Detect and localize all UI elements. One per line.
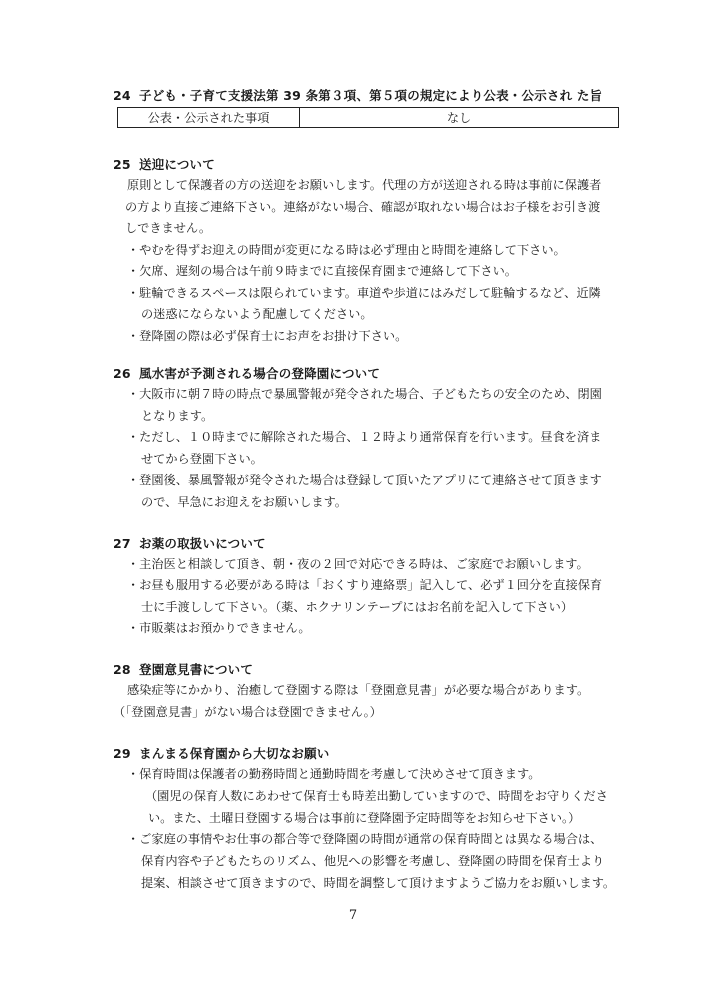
list-item: ・欠席、遅刻の場合は午前９時までに直接保育園まで連絡して下さい。 (127, 264, 517, 278)
list-item-note: い。また、土曜日登園する場合は事前に登降園予定時間等をお知らせ下さい。） (148, 811, 581, 825)
list-item: ・ただし、１０時までに解除された場合、１２時より通常保育を行います。昼食を済ま (127, 430, 602, 444)
section-number: 26 (113, 366, 131, 381)
list-item-continuation: 保育内容や子どもたちのリズム、他児への影響を考慮し、登降園の時間を保育士より (141, 854, 605, 868)
section-number: 27 (113, 536, 131, 551)
list-item-continuation: せてから登園下さい。 (141, 452, 263, 466)
table-cell-label: 公表・公示された事項 (118, 108, 300, 128)
list-item: ・お昼も服用する必要がある時は「おくすり連絡票」記入して、必ず１回分を直接保育 (127, 578, 603, 592)
section-number: 28 (113, 662, 131, 677)
section-title: まんまる保育園から大切なお願い (139, 746, 330, 761)
section-title: お薬の取扱いについて (139, 536, 266, 551)
section-title: 登園意見書について (139, 662, 254, 677)
paragraph-line: 原則として保護者の方の送迎をお願いします。代理の方が送迎される時は事前に保護者 (127, 178, 602, 192)
section-26-heading (113, 364, 380, 382)
paragraph-line: しできません。 (125, 221, 212, 235)
section-number: 25 (113, 157, 131, 172)
section-title: 送迎について (139, 157, 215, 172)
list-item-note: （園児の保育人数にあわせて保育士も時差出勤していますので、時間をお守りくださ (145, 789, 608, 803)
section-title: 子ども・子育て支援法第 39 条第３項、第５項の規定により公表・公示され た旨 (139, 88, 603, 103)
page-number: 7 (348, 908, 358, 923)
list-item: ・大阪市に朝７時の時点で暴風警報が発令された場合、子どもたちの安全のため、閉園 (127, 387, 602, 401)
list-item-continuation: 士に手渡しして下さい。（薬、ホクナリンテープにはお名前を記入して下さい） (141, 600, 574, 614)
section-number: 24 (113, 88, 131, 103)
table-row (118, 108, 619, 128)
list-item-continuation: ので、早急にお迎えをお願いします。 (141, 495, 347, 509)
list-item: ・保育時間は保護者の勤務時間と通勤時間を考慮して決めさせて頂きます。 (127, 767, 541, 781)
section-28-heading (113, 660, 253, 678)
section-title: 風水害が予測される場合の登降園について (139, 366, 381, 381)
list-item: ・主治医と相談して頂き、朝・夜の２回で対応できる時は、ご家庭でお願いします。 (127, 557, 589, 571)
list-item-continuation: となります。 (141, 409, 214, 423)
list-item: ・市販薬はお預かりできません。 (127, 621, 311, 635)
paragraph-line: （「登園意見書」がない場合は登園できません。） (113, 705, 382, 719)
table-cell-value: なし (300, 108, 619, 128)
section-number: 29 (113, 746, 131, 761)
list-item-continuation: の迷惑にならないよう配慮してください。 (141, 307, 373, 321)
list-item: ・駐輪できるスペースは限られています。車道や歩道にはみだして駐輪するなど、近隣 (127, 286, 601, 300)
paragraph-line: 感染症等にかかり、治癒して登園する際は「登園意見書」が必要な場合があります。 (127, 683, 590, 697)
section-24-heading (113, 86, 602, 104)
publication-table (117, 107, 619, 128)
list-item: ・登降園の際は必ず保育士にお声をお掛け下さい。 (127, 329, 408, 343)
section-29-heading (113, 744, 330, 762)
paragraph-line: の方より直接ご連絡下さい。連絡がない場合、確認が取れない場合はお子様をお引き渡 (125, 200, 601, 214)
section-25-heading (113, 155, 215, 173)
list-item-continuation: 提案、相談させて頂きますので、時間を調整して頂けますようご協力をお願いします。 (141, 876, 616, 890)
list-item: ・ご家庭の事情やお仕事の都合等で登降園の時間が通常の保育時間とは異なる場合は、 (127, 832, 603, 846)
list-item: ・登園後、暴風警報が発令された場合は登録して頂いたアプリにて連絡させて頂きます (127, 473, 602, 487)
section-27-heading (113, 534, 266, 552)
list-item: ・やむを得ずお迎えの時間が変更になる時は必ず理由と時間を連絡して下さい。 (127, 243, 566, 257)
